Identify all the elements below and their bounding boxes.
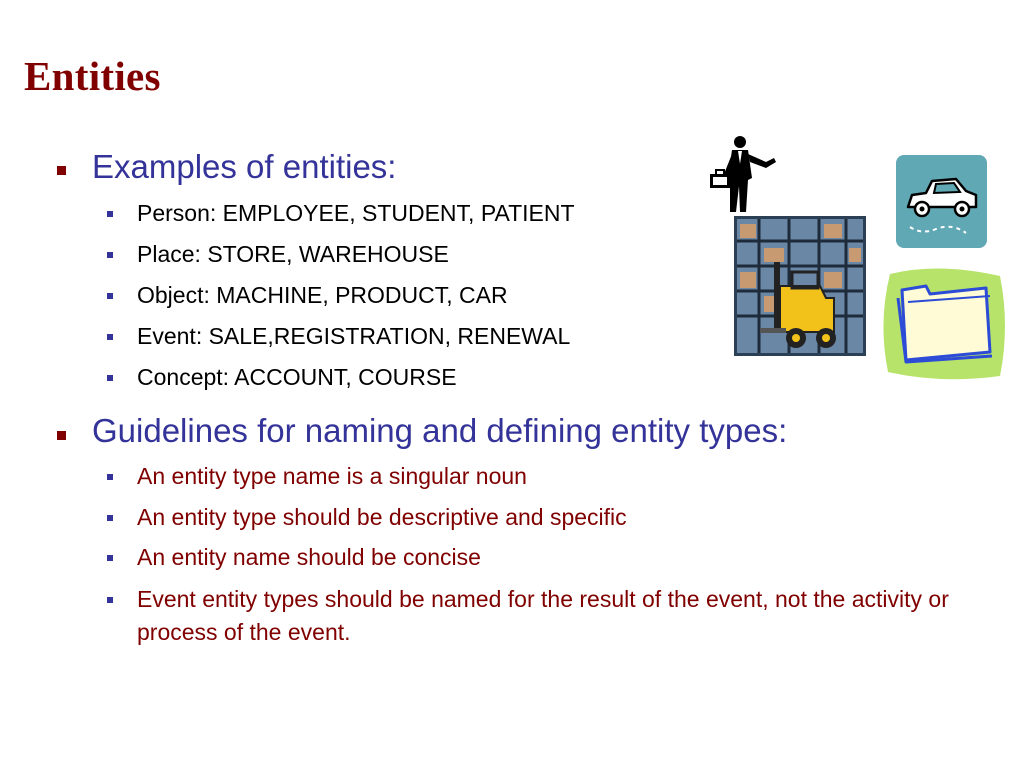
list-item: Event entity types should be named for the result of the event, not the activity or process of the event. [137, 586, 949, 645]
bullet-marker [107, 515, 113, 521]
list-item: Object: MACHINE, PRODUCT, CAR [137, 282, 508, 308]
section-heading: Examples of entities: [92, 148, 397, 185]
bullet-marker [107, 334, 113, 340]
list-item: An entity type name is a singular noun [137, 463, 527, 489]
bullet-marker [107, 211, 113, 217]
list-item: Person: EMPLOYEE, STUDENT, PATIENT [137, 200, 575, 226]
slide-title: Entities [24, 53, 161, 99]
list-item: An entity type should be descriptive and specific [137, 504, 627, 530]
bullet-marker [107, 555, 113, 561]
list-item: An entity name should be concise [137, 544, 481, 570]
bullet-marker [107, 597, 113, 603]
bullet-marker [107, 252, 113, 258]
list-item: Place: STORE, WAREHOUSE [137, 241, 449, 267]
list-item: Concept: ACCOUNT, COURSE [137, 364, 457, 390]
folder-icon [878, 266, 1008, 382]
car-icon [896, 155, 987, 248]
section-heading: Guidelines for naming and defining entity types: [92, 412, 788, 449]
warehouse-forklift-image [734, 216, 866, 356]
bullet-marker [107, 375, 113, 381]
bullet-marker [107, 474, 113, 480]
bullet-marker [107, 293, 113, 299]
bullet-marker [57, 431, 66, 440]
businessman-icon [704, 134, 782, 216]
bullet-marker [57, 166, 66, 175]
list-item: Event: SALE,REGISTRATION, RENEWAL [137, 323, 571, 349]
